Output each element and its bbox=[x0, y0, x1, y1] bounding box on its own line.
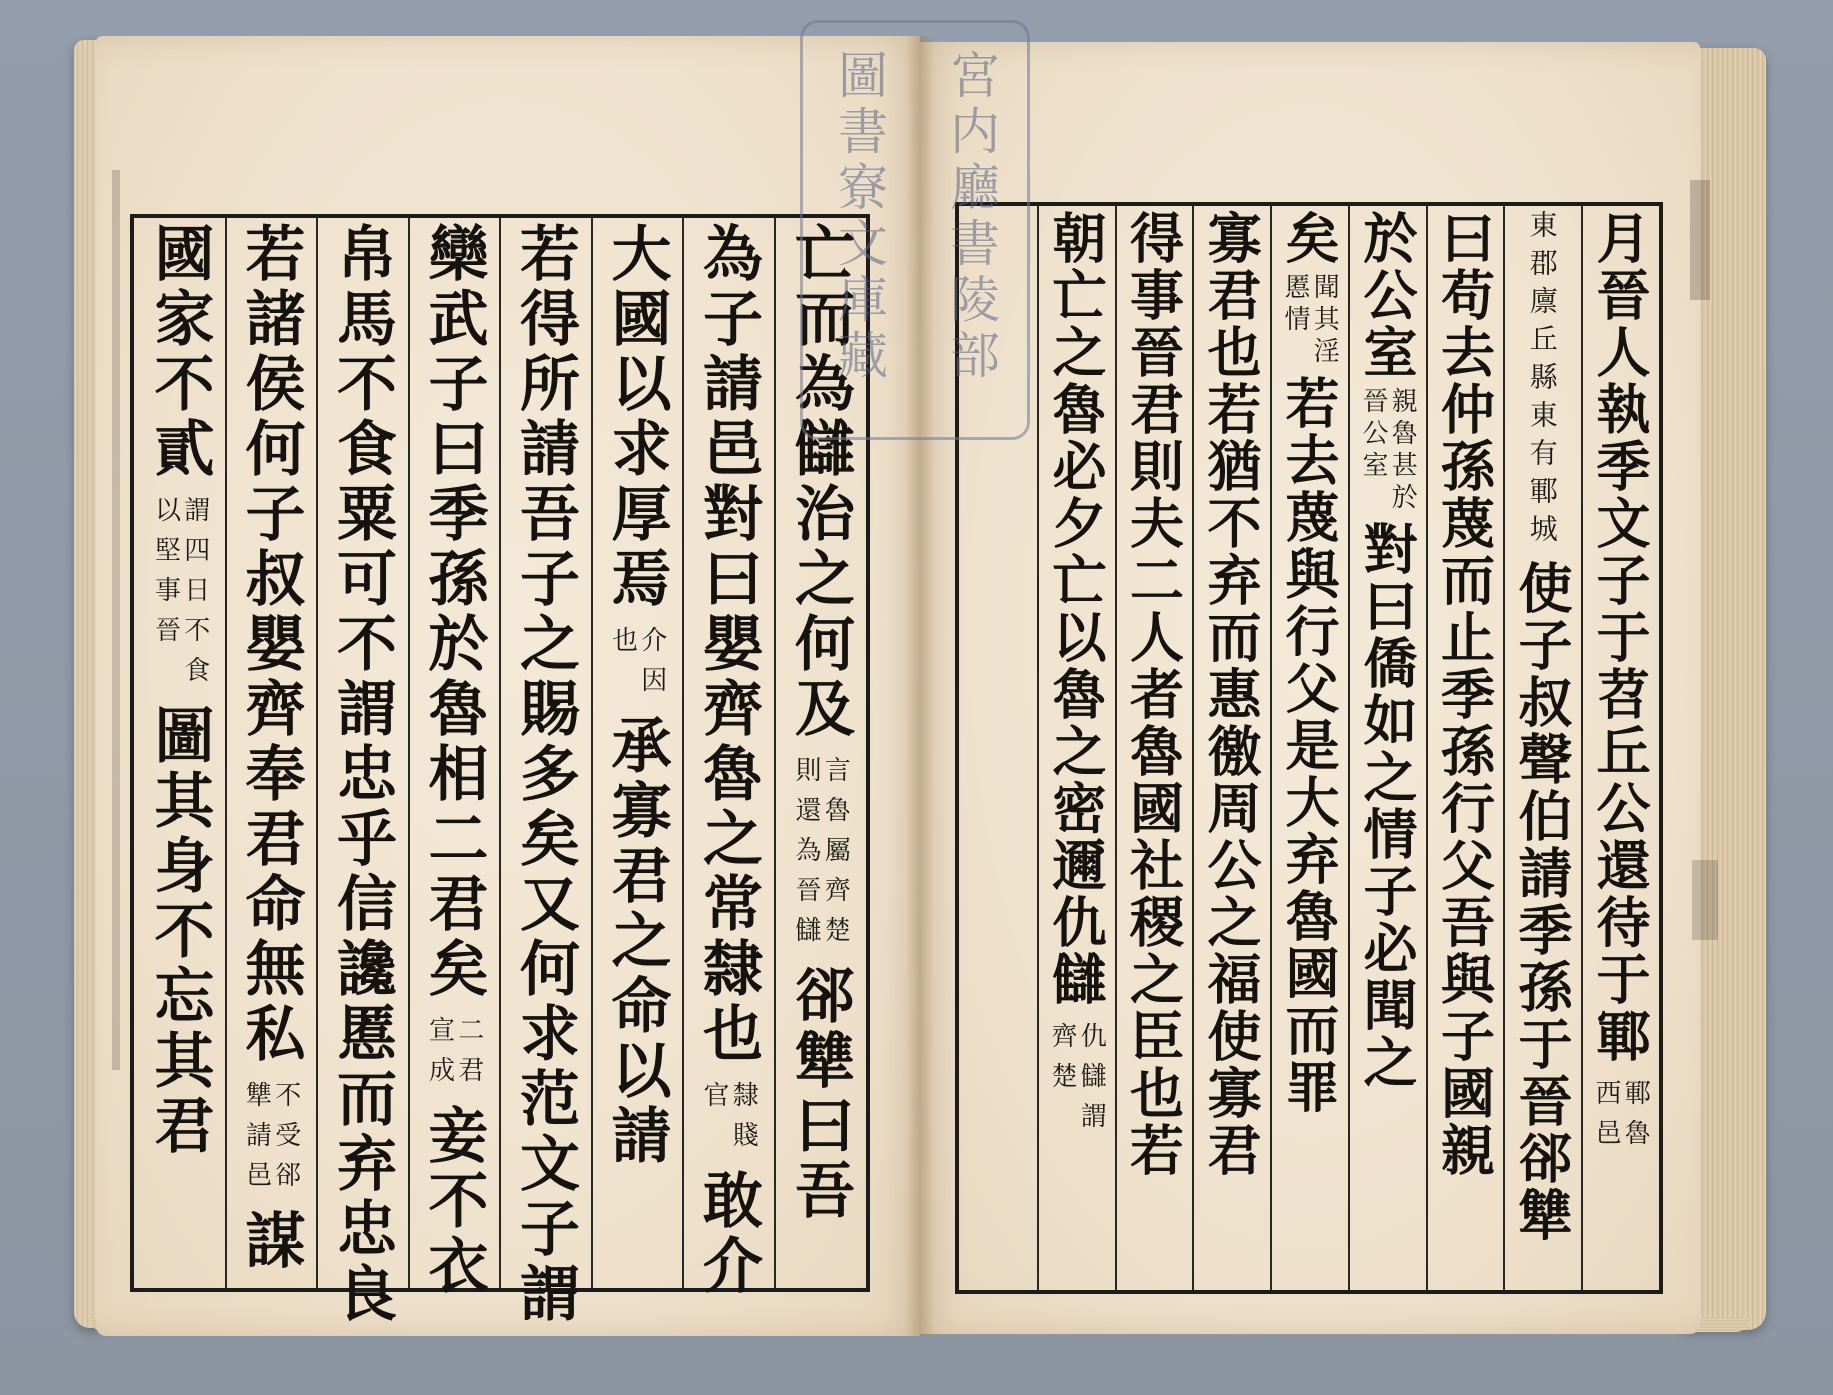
column-text: 使子叔聲伯請季孫于晉郤犨 bbox=[1510, 560, 1574, 1244]
seal-line-right: 宮内廳書陵部 bbox=[942, 49, 1000, 385]
seal-line-left: 圖書寮文庫藏 bbox=[830, 49, 888, 385]
right-column-7 bbox=[1115, 206, 1192, 1290]
left-column-2 bbox=[682, 218, 774, 1299]
right-column-2 bbox=[1503, 206, 1581, 1290]
annotation bbox=[792, 756, 849, 956]
left-column-4 bbox=[499, 218, 591, 1327]
column-text: 為子請邑對曰嬰齊魯之常隸也 bbox=[693, 222, 763, 1067]
annotation-line: 二君 bbox=[453, 1016, 484, 1096]
right-column-4 bbox=[1348, 206, 1426, 1290]
column-text: 於公室 bbox=[1355, 210, 1419, 381]
column-text: 若得所請吾子之賜多矣又何求范文子謂 bbox=[510, 222, 580, 1327]
annotation bbox=[700, 1081, 757, 1161]
column-text: 大國以求厚焉 bbox=[601, 222, 672, 612]
column-text-tail: 謀 bbox=[235, 1209, 306, 1274]
column-text-tail: 若去蔑與行父是大弃魯國而罪 bbox=[1277, 375, 1341, 1116]
annotation-line: 聞其淫 bbox=[1309, 273, 1340, 369]
annotation-line: 晉公室 bbox=[1358, 387, 1388, 483]
column-text: 曰苟去仲孫蔑而止季孫行父吾與子國親 bbox=[1432, 210, 1497, 1179]
column-text: 得事晉君則夫二人者魯國社稷之臣也若 bbox=[1121, 210, 1186, 1179]
left-column-5 bbox=[408, 218, 499, 1299]
column-text: 國家不貳 bbox=[144, 222, 215, 482]
column-text-tail: 圖其身不忘其君 bbox=[144, 704, 215, 1159]
annotation bbox=[1281, 273, 1338, 369]
annotation bbox=[608, 626, 665, 706]
column-text: 寡君也若猶不弃而惠徼周公之福使寡君 bbox=[1199, 210, 1263, 1179]
right-text-frame bbox=[955, 202, 1663, 1294]
column-text-tail: 敢介 bbox=[693, 1169, 763, 1299]
annotation-line: 也 bbox=[607, 626, 638, 666]
edge-ink-bleed-right-top bbox=[1690, 180, 1710, 300]
annotation-line: 西邑 bbox=[1591, 1079, 1621, 1159]
annotation-line: 宣成 bbox=[424, 1016, 455, 1096]
left-text-frame bbox=[130, 214, 870, 1327]
right-column-3 bbox=[1426, 206, 1503, 1290]
annotation-line: 官 bbox=[699, 1081, 729, 1121]
left-column-6 bbox=[316, 218, 408, 1327]
column-text: 若諸侯何子叔嬰齊奉君命無私 bbox=[235, 222, 306, 1067]
annotation bbox=[242, 1081, 299, 1201]
left-column-7 bbox=[225, 218, 316, 1288]
annotation-line: 慝情 bbox=[1280, 273, 1310, 337]
annotation-line: 言魯屬齊楚 bbox=[820, 756, 851, 956]
library-seal-stamp bbox=[800, 20, 1030, 440]
left-column-3 bbox=[591, 218, 682, 1288]
annotation-line: 親魯甚於 bbox=[1387, 387, 1418, 515]
left-column-8 bbox=[134, 218, 225, 1288]
column-text: 亡而為讎治之何及 bbox=[785, 222, 855, 742]
annotation bbox=[425, 1016, 482, 1096]
edge-ink-bleed-right-mid bbox=[1692, 860, 1718, 940]
annotation bbox=[1048, 1022, 1105, 1142]
column-text: 矣 bbox=[1277, 210, 1341, 267]
column-text: 欒武子曰季孫於魯相二君矣 bbox=[418, 222, 489, 1002]
right-column-1 bbox=[1581, 206, 1659, 1290]
annotation-line: 鄆魯 bbox=[1620, 1079, 1651, 1159]
right-column-5 bbox=[1270, 206, 1348, 1290]
annotation-line: 謂四日不食 bbox=[179, 496, 210, 696]
annotation-line: 東郡廪丘縣東有鄆城 bbox=[1525, 210, 1559, 552]
column-text-tail: 對曰僑如之情子必聞之 bbox=[1355, 521, 1419, 1091]
column-text: 朝亡之魯必夕亡以魯之密邇仇讎 bbox=[1044, 210, 1108, 1008]
column-text-tail: 妾不衣 bbox=[418, 1104, 489, 1299]
column-text-tail: 承寡君之命以請 bbox=[601, 714, 672, 1169]
annotation-line: 仇讎謂 bbox=[1076, 1022, 1107, 1142]
right-column-6 bbox=[1192, 206, 1270, 1290]
right-column-8 bbox=[1037, 206, 1115, 1290]
edge-ink-bleed-left bbox=[112, 170, 120, 1070]
annotation-line: 齊楚 bbox=[1047, 1022, 1077, 1102]
annotation-line: 以堅事晉 bbox=[150, 496, 181, 656]
annotation bbox=[1592, 1079, 1649, 1159]
column-text: 帛馬不食粟可不謂忠乎信讒慝而弃忠良 bbox=[327, 222, 397, 1327]
annotation-line: 隸賤 bbox=[728, 1081, 759, 1161]
annotation-line: 則還為晉讎 bbox=[791, 756, 821, 956]
annotation-line: 犨請邑 bbox=[241, 1081, 272, 1201]
annotation bbox=[1359, 387, 1416, 515]
column-text-tail: 郤犨曰吾 bbox=[785, 964, 855, 1224]
column-text: 月晉人執季文子于苕丘公還待于鄆 bbox=[1588, 210, 1652, 1065]
annotation-line: 不受郤 bbox=[270, 1081, 301, 1201]
annotation bbox=[151, 496, 208, 696]
annotation-line: 介因 bbox=[636, 626, 667, 706]
